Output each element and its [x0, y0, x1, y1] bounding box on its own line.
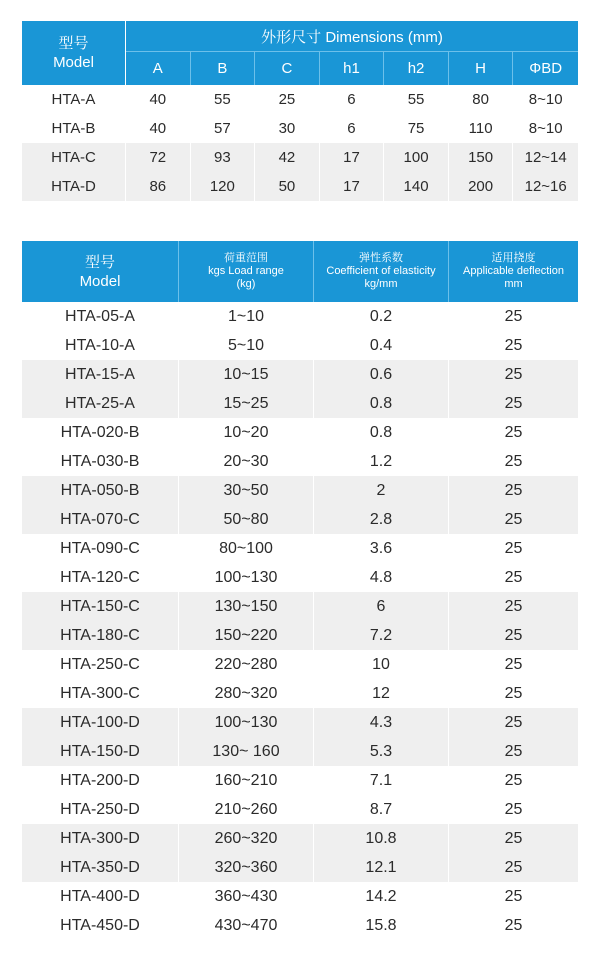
dimension-cell: 200 [449, 172, 514, 201]
load-range-cell: 430~470 [179, 911, 314, 940]
model-cell: HTA-090-C [22, 534, 179, 563]
table-row [22, 737, 578, 766]
specs-header-unit: (kg) [236, 278, 256, 290]
dimensions-group-title: 外形尺寸 Dimensions (mm) [126, 21, 578, 52]
dimension-cell: 72 [126, 143, 191, 172]
model-cell: HTA-05-A [22, 302, 179, 331]
deflection-cell: 25 [449, 621, 578, 650]
elasticity-cell: 3.6 [314, 534, 449, 563]
dimension-cell: 8~10 [528, 91, 563, 108]
model-cell: HTA-15-A [22, 360, 179, 389]
table-row [22, 824, 578, 853]
model-cell: HTA-180-C [22, 621, 179, 650]
model-header-cn: 型号 [58, 35, 89, 52]
model-cell: HTA-10-A [22, 331, 179, 360]
deflection-cell: 25 [504, 800, 523, 818]
model-cell: HTA-300-C [22, 679, 179, 708]
specs-header-cn: 型号 [84, 253, 115, 271]
deflection-cell: 25 [504, 568, 523, 586]
dimension-cell: 110 [449, 114, 514, 143]
dimensions-table-body [22, 85, 578, 201]
dimension-cell: 40 [126, 114, 191, 143]
load-range-cell: 20~30 [179, 447, 314, 476]
table-row [22, 882, 578, 911]
table-row [22, 172, 578, 201]
dimension-cell: 93 [191, 143, 256, 172]
table-row [22, 650, 578, 679]
model-cell: HTA-020-B [22, 418, 179, 447]
load-range-cell: 100~130 [179, 708, 314, 737]
deflection-cell: 25 [449, 592, 578, 621]
table-row [22, 853, 578, 882]
elasticity-cell: 6 [314, 592, 449, 621]
table-row [22, 331, 578, 360]
deflection-cell: 25 [449, 505, 578, 534]
dimensions-column-header: H [449, 52, 514, 85]
model-cell: HTA-350-D [22, 853, 179, 882]
table-row [22, 389, 578, 418]
dimension-cell: 6 [320, 85, 385, 114]
elasticity-cell: 7.1 [314, 766, 449, 795]
specs-column-header [449, 241, 578, 302]
model-cell: HTA-A [22, 85, 126, 114]
model-cell: HTA-150-C [22, 592, 179, 621]
dimension-cell: 120 [191, 172, 256, 201]
model-cell: HTA-070-C [22, 505, 179, 534]
elasticity-cell: 14.2 [314, 882, 449, 911]
model-cell: HTA-200-D [22, 766, 179, 795]
dimension-cell: 30 [255, 114, 320, 143]
elasticity-cell: 4.8 [314, 563, 449, 592]
specs-header-cn: 适用挠度 [491, 252, 536, 264]
model-cell: HTA-300-D [22, 824, 179, 853]
elasticity-cell: 2 [314, 476, 449, 505]
model-cell: HTA-D [22, 172, 126, 201]
load-range-cell: 10~15 [179, 360, 314, 389]
dimensions-table [22, 21, 578, 201]
specs-column-headers [22, 241, 578, 302]
model-header [22, 21, 126, 85]
model-cell: HTA-030-B [22, 447, 179, 476]
dimension-cell: 17 [320, 172, 385, 201]
deflection-cell: 25 [504, 423, 523, 441]
deflection-cell: 25 [449, 708, 578, 737]
model-cell: HTA-120-C [22, 563, 179, 592]
dimension-cell: 6 [320, 114, 385, 143]
load-range-cell: 10~20 [179, 418, 314, 447]
dimension-cell: 100 [384, 143, 449, 172]
elasticity-cell: 5.3 [314, 737, 449, 766]
dimensions-column-header: h1 [320, 52, 385, 85]
table-row [22, 143, 578, 172]
elasticity-cell: 0.8 [314, 418, 449, 447]
specs-header-en: Applicable deflection [463, 265, 564, 277]
specs-header-en: Coefficient of elasticity [326, 265, 436, 277]
deflection-cell: 25 [449, 737, 578, 766]
table-row [22, 447, 578, 476]
elasticity-cell: 10 [314, 650, 449, 679]
elasticity-cell: 8.7 [314, 795, 449, 824]
load-range-cell: 80~100 [179, 534, 314, 563]
deflection-cell: 25 [504, 655, 523, 673]
deflection-cell: 25 [504, 887, 523, 905]
table-row [22, 679, 578, 708]
deflection-cell: 25 [449, 476, 578, 505]
load-range-cell: 130~ 160 [179, 737, 314, 766]
load-range-cell: 280~320 [179, 679, 314, 708]
dimension-cell: 86 [126, 172, 191, 201]
dimension-cell: 57 [191, 114, 256, 143]
dimensions-column-header: h2 [384, 52, 449, 85]
dimension-cell: 140 [384, 172, 449, 201]
dimension-cell: 80 [449, 85, 514, 114]
model-cell: HTA-B [22, 114, 126, 143]
elasticity-cell: 1.2 [314, 447, 449, 476]
deflection-cell: 25 [504, 684, 523, 702]
dimensions-column-header: A [126, 52, 191, 85]
table-row [22, 911, 578, 940]
deflection-cell: 25 [449, 824, 578, 853]
specs-header-en: Model [79, 272, 121, 290]
load-range-cell: 260~320 [179, 824, 314, 853]
dimensions-column-header: ΦBD [513, 52, 578, 85]
load-range-cell: 220~280 [179, 650, 314, 679]
elasticity-cell: 15.8 [314, 911, 449, 940]
dimension-cell: 12~16 [513, 172, 578, 201]
model-cell: HTA-250-C [22, 650, 179, 679]
table-row [22, 766, 578, 795]
table-row [22, 563, 578, 592]
dimensions-column-header: C [255, 52, 320, 85]
table-row [22, 592, 578, 621]
table-row [22, 302, 578, 331]
specs-header-cn: 弹性系数 [359, 252, 403, 264]
load-range-cell: 210~260 [179, 795, 314, 824]
specs-header-cn: 荷重范围 [224, 252, 268, 264]
table-row [22, 534, 578, 563]
elasticity-cell: 0.4 [314, 331, 449, 360]
deflection-cell: 25 [504, 336, 523, 354]
specs-header-unit: mm [504, 278, 523, 290]
load-range-cell: 360~430 [179, 882, 314, 911]
table-row [22, 476, 578, 505]
specs-column-header [179, 241, 314, 302]
load-range-cell: 160~210 [179, 766, 314, 795]
model-cell: HTA-050-B [22, 476, 179, 505]
deflection-cell: 25 [504, 307, 523, 325]
elasticity-cell: 0.8 [314, 389, 449, 418]
specs-table-body [22, 302, 578, 940]
dimension-cell: 75 [384, 114, 449, 143]
deflection-cell: 25 [504, 452, 523, 470]
model-cell: HTA-100-D [22, 708, 179, 737]
specs-header-en: kgs Load range [208, 265, 284, 277]
dimension-cell: 55 [191, 85, 256, 114]
deflection-cell: 25 [504, 916, 523, 934]
dimension-cell: 50 [255, 172, 320, 201]
table-row [22, 708, 578, 737]
deflection-cell: 25 [504, 771, 523, 789]
table-row [22, 114, 578, 143]
dimension-cell: 8~10 [528, 120, 563, 137]
table-row [22, 360, 578, 389]
elasticity-cell: 0.6 [314, 360, 449, 389]
model-header-en: Model [53, 54, 94, 71]
load-range-cell: 130~150 [179, 592, 314, 621]
dimension-cell: 55 [384, 85, 449, 114]
table-row [22, 505, 578, 534]
load-range-cell: 320~360 [179, 853, 314, 882]
table-row [22, 621, 578, 650]
load-range-cell: 100~130 [179, 563, 314, 592]
specs-header-unit: kg/mm [364, 278, 398, 290]
dimension-cell: 42 [255, 143, 320, 172]
elasticity-cell: 4.3 [314, 708, 449, 737]
deflection-cell: 25 [449, 853, 578, 882]
elasticity-cell: 12.1 [314, 853, 449, 882]
model-cell: HTA-250-D [22, 795, 179, 824]
load-range-cell: 30~50 [179, 476, 314, 505]
load-range-cell: 50~80 [179, 505, 314, 534]
deflection-cell: 25 [449, 360, 578, 389]
elasticity-cell: 2.8 [314, 505, 449, 534]
model-cell: HTA-25-A [22, 389, 179, 418]
load-range-cell: 150~220 [179, 621, 314, 650]
load-range-cell: 1~10 [179, 302, 314, 331]
specs-column-header [314, 241, 449, 302]
table-row [22, 795, 578, 824]
load-range-cell: 5~10 [179, 331, 314, 360]
deflection-cell: 25 [449, 389, 578, 418]
elasticity-cell: 0.2 [314, 302, 449, 331]
dimension-cell: 150 [449, 143, 514, 172]
elasticity-cell: 10.8 [314, 824, 449, 853]
dimension-cell: 17 [320, 143, 385, 172]
model-cell: HTA-450-D [22, 911, 179, 940]
dimensions-column-header: B [191, 52, 256, 85]
dimension-cell: 12~14 [513, 143, 578, 172]
load-range-cell: 15~25 [179, 389, 314, 418]
table-row [22, 85, 578, 114]
dimension-cell: 40 [126, 85, 191, 114]
model-cell: HTA-C [22, 143, 126, 172]
specs-table [22, 241, 578, 940]
dimension-cell: 25 [255, 85, 320, 114]
table-row [22, 418, 578, 447]
model-cell: HTA-150-D [22, 737, 179, 766]
elasticity-cell: 12 [314, 679, 449, 708]
elasticity-cell: 7.2 [314, 621, 449, 650]
specs-column-header [22, 241, 179, 302]
model-cell: HTA-400-D [22, 882, 179, 911]
deflection-cell: 25 [504, 539, 523, 557]
